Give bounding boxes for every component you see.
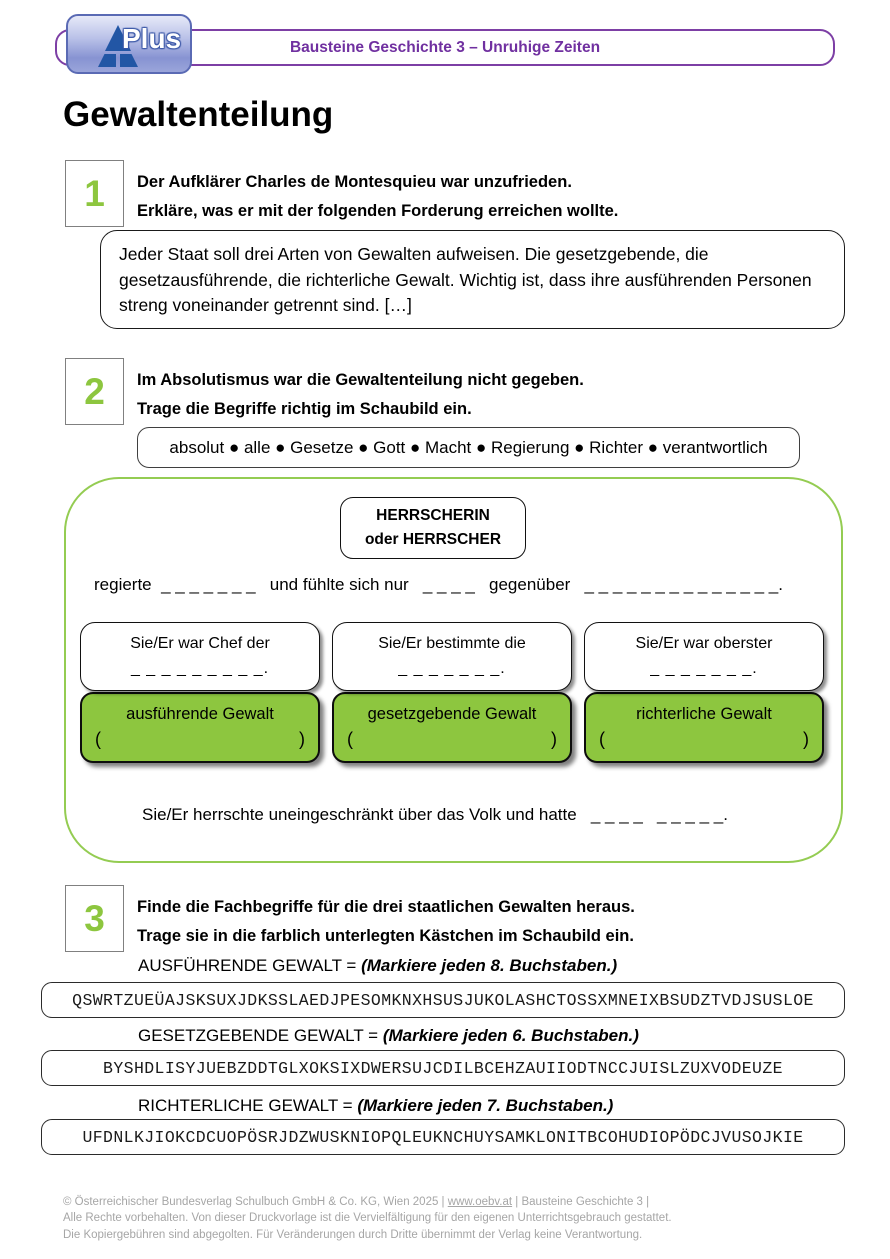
task-3-number <box>65 885 124 952</box>
answer-label: richterliche Gewalt <box>636 705 772 723</box>
prompt-box <box>80 622 320 691</box>
prompt-text: Sie/Er bestimmte die <box>378 635 526 653</box>
answer-box-green <box>584 692 824 763</box>
prompt-text: Sie/Er war oberster <box>635 635 773 653</box>
puzzle-hint: (Markiere jeden 6. Buchstaben.) <box>382 1026 639 1045</box>
prompt-box <box>332 622 572 691</box>
footer-series-text: | Bausteine Geschichte 3 | <box>512 1196 650 1208</box>
diagram-column-judicial <box>584 622 824 764</box>
footer-line1 <box>63 1194 843 1210</box>
task-2-number <box>65 358 124 425</box>
paren-close: ) <box>803 729 809 749</box>
oebv-link[interactable]: www.oebv.at <box>447 1196 513 1208</box>
paren-close: ) <box>551 729 557 749</box>
puzzle-term: AUSFÜHRENDE GEWALT = <box>138 956 362 975</box>
ruler-box <box>340 497 526 559</box>
page-title: Gewaltenteilung <box>63 95 334 134</box>
task-3-line1: Finde die Fachbegriffe für die drei staatlichen Gewalten heraus. <box>137 898 635 916</box>
footer-line2: Alle Rechte vorbehalten. Von dieser Druckvorlage ist die Vervielfältigung für den eigenen Unterrichtsgebrauch gestattet. <box>63 1212 672 1225</box>
task-1-number <box>65 160 124 227</box>
task-1-line2: Erkläre, was er mit der folgenden Forderung erreichen wollte. <box>137 202 619 220</box>
diagram-column-executive <box>80 622 320 764</box>
puzzle-1-letter-box <box>41 982 845 1018</box>
answer-box-green <box>80 692 320 763</box>
fill-in-line-top: regierte _ _ _ _ _ _ _ und fühlte sich nur _ _ _ _ gegenüber _ _ _ _ _ _ _ _ _ _ _ _ _ _. <box>94 575 783 594</box>
letter-string: BYSHDLISYJUEBZDDTGLXOKSIXDWERSUJCDILBCEHZAUIIODTNCCJUISLZUXVODEUZE <box>103 1058 783 1078</box>
task-number-label: 2 <box>84 370 105 412</box>
paren-open: ( <box>347 729 353 749</box>
footer-line3: Die Kopiergebühren sind abgegolten. Für Veränderungen durch Dritte übernimmt der Verlag keine Verantwortung. <box>63 1228 643 1241</box>
task-2-instructions <box>137 366 837 424</box>
task-number-label: 1 <box>84 172 105 214</box>
montesquieu-quote-box <box>100 230 845 329</box>
quote-text: Jeder Staat soll drei Arten von Gewalten aufweisen. Die gesetzgebende, die gesetzausführende, die richterliche Gewalt. Wichtig ist, dass ihre ausführenden Personen streng voneinander getrennt sind. […] <box>119 244 812 316</box>
letter-string: QSWRTZUEÜAJSKSUXJDKSSLAEDJPESOMKNXHSUSJUKOLASHCTOSSXMNEIXBSUDZTVDJSUSLOE <box>72 990 814 1010</box>
paren-open: ( <box>95 729 101 749</box>
puzzle-3-label <box>138 1096 838 1116</box>
puzzle-term: RICHTERLICHE GEWALT = <box>138 1096 358 1115</box>
ruler-line1: HERRSCHERIN <box>376 506 490 524</box>
header-title: Bausteine Geschichte 3 – Unruhige Zeiten <box>289 38 601 56</box>
word-bank-text: absolut ● alle ● Gesetze ● Gott ● Macht ● Regierung ● Richter ● verantwortlich <box>169 437 768 457</box>
task-3-line2: Trage sie in die farblich unterlegten Kästchen im Schaubild ein. <box>137 927 634 945</box>
answer-label: gesetzgebende Gewalt <box>367 705 537 723</box>
publisher-logo <box>66 14 192 74</box>
fill-in-blank: _ _ _ _ _ _ _. <box>398 659 506 677</box>
copyright-footer <box>63 1194 843 1243</box>
task-3-instructions <box>137 893 837 951</box>
puzzle-2-label <box>138 1026 838 1046</box>
prompt-box <box>584 622 824 691</box>
puzzle-3-letter-box <box>41 1119 845 1155</box>
task-1-instructions <box>137 168 837 226</box>
fill-in-blank: _ _ _ _ _ _ _. <box>650 659 758 677</box>
answer-paren-row <box>334 729 570 750</box>
task-1-line1: Der Aufklärer Charles de Montesquieu war unzufrieden. <box>137 173 572 191</box>
diagram-column-legislative <box>332 622 572 764</box>
ruler-line2: oder HERRSCHER <box>364 531 502 548</box>
logo-plus-label: Plus <box>122 23 182 54</box>
footer-copyright-text: © Österreichischer Bundesverlag Schulbuch GmbH & Co. KG, Wien 2025 | <box>63 1196 448 1208</box>
puzzle-term: GESETZGEBENDE GEWALT = <box>138 1026 383 1045</box>
letter-string: UFDNLKJIOKCDCUOPÖSRJDZWUSKNIOPQLEUKNCHUYSAMKLONITBCOHUDIOPÖDCJVUSOJKIE <box>82 1127 804 1147</box>
answer-paren-row <box>586 729 822 750</box>
paren-close: ) <box>299 729 305 749</box>
answer-paren-row <box>82 729 318 750</box>
puzzle-hint: (Markiere jeden 8. Buchstaben.) <box>361 956 618 975</box>
task-2-line2: Trage die Begriffe richtig im Schaubild ein. <box>137 400 472 418</box>
word-bank-box <box>137 427 800 468</box>
answer-box-green <box>332 692 572 763</box>
puzzle-hint: (Markiere jeden 7. Buchstaben.) <box>357 1096 614 1115</box>
fill-in-blank: _ _ _ _ _ _ _ _ _. <box>130 659 270 677</box>
puzzle-2-letter-box <box>41 1050 845 1086</box>
fill-in-line-bottom: Sie/Er herrschte uneingeschränkt über das Volk und hatte _ _ _ _ _ _ _ _ _. <box>142 805 728 824</box>
paren-open: ( <box>599 729 605 749</box>
answer-label: ausführende Gewalt <box>126 705 274 723</box>
puzzle-1-label <box>138 956 838 976</box>
task-2-line1: Im Absolutismus war die Gewaltenteilung nicht gegeben. <box>137 371 584 389</box>
prompt-text: Sie/Er war Chef der <box>130 635 270 653</box>
task-number-label: 3 <box>84 897 105 939</box>
